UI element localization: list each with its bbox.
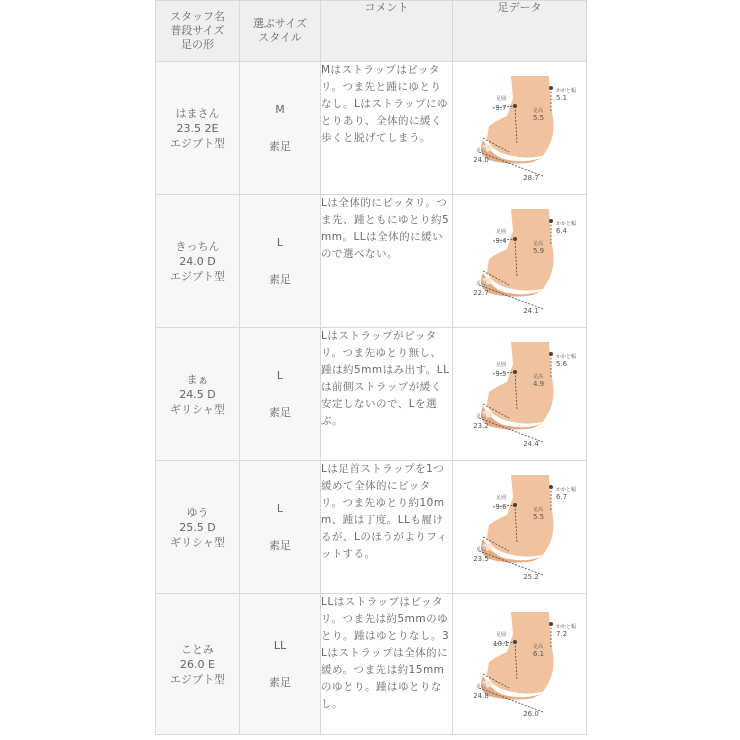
length-value: 25.2 [523, 573, 539, 581]
spacer [240, 250, 320, 272]
staff-cell [156, 328, 240, 461]
girth-value: 23.2 [473, 422, 489, 430]
size-cell [240, 461, 321, 594]
girth-label: 足周 [475, 281, 487, 287]
foot-shape: ギリシャ型 [170, 535, 225, 549]
chosen-size: L [276, 236, 284, 249]
girth-value: 24.8 [473, 692, 489, 700]
foot-diagram [453, 604, 585, 724]
usual-size: 25.5 D [179, 520, 216, 534]
girth-value: 23.5 [473, 555, 489, 563]
spacer [240, 516, 320, 538]
foot-diagram [453, 334, 585, 454]
staff-name: ことみ [181, 642, 214, 656]
foot-data-cell [453, 594, 587, 735]
heel-width-value: 6.7 [556, 493, 568, 501]
foot-data-cell [453, 195, 587, 328]
heel-width-value: 7.2 [556, 630, 568, 638]
wear-style: 素足 [269, 140, 291, 153]
header-staff-line-1: スタッフ名 [170, 10, 225, 23]
header-staff-line-3: 足の形 [181, 38, 214, 51]
size-cell [240, 195, 321, 328]
foot-diagram [453, 467, 585, 587]
instep-label: 足囲 [495, 96, 507, 102]
marker-dot [549, 219, 553, 223]
girth-label: 足周 [475, 414, 487, 420]
spacer [240, 653, 320, 675]
staff-row [156, 62, 587, 195]
foot-shape: ギリシャ型 [170, 402, 225, 416]
marker-dot [513, 640, 517, 644]
height-label: 足高 [533, 374, 544, 380]
staff-row [156, 594, 587, 735]
size-cell [240, 62, 321, 195]
usual-size: 23.5 2E [176, 121, 219, 135]
staff-cell [156, 594, 240, 735]
heel-width-value: 6.4 [556, 227, 568, 235]
header-style-line-1: 選ぶサイズ [252, 17, 308, 30]
chosen-size: LL [273, 639, 287, 652]
length-value: 26.0 [523, 710, 539, 718]
header-staff-line-2: 普段サイズ [170, 24, 225, 37]
height-value: 6.1 [533, 650, 545, 658]
staff-cell [156, 195, 240, 328]
instep-value: 10.1 [493, 640, 509, 648]
height-value: 4.9 [533, 380, 545, 388]
height-value: 5.5 [533, 513, 545, 521]
height-value: 5.5 [533, 114, 545, 122]
staff-cell [156, 62, 240, 195]
height-value: 5.9 [533, 247, 545, 255]
marker-dot [513, 104, 517, 108]
instep-value: 9.7 [495, 104, 507, 112]
length-value: 24.1 [523, 307, 539, 315]
header-style [240, 1, 321, 62]
staff-cell [156, 461, 240, 594]
length-value: 24.4 [523, 440, 539, 448]
comment-cell: Lは全体的にピッタリ。つま先、踵ともにゆとり約5mm。LLは全体的に緩いので選べない。 [321, 195, 453, 328]
header-staff [156, 1, 240, 62]
foot-data-cell [453, 328, 587, 461]
instep-value: 9.4 [495, 237, 507, 245]
girth-value: 22.7 [473, 289, 489, 297]
instep-value: 9.6 [495, 503, 507, 511]
wear-style: 素足 [269, 539, 291, 552]
instep-label: 足囲 [495, 632, 507, 638]
girth-label: 足周 [475, 547, 487, 553]
marker-dot [513, 503, 517, 507]
girth-value: 24.0 [473, 156, 489, 164]
height-label: 足高 [533, 241, 544, 247]
spacer [240, 117, 320, 139]
chosen-size: L [276, 502, 284, 515]
instep-label: 足囲 [495, 229, 507, 235]
size-cell [240, 328, 321, 461]
wear-style: 素足 [269, 676, 291, 689]
marker-dot [549, 352, 553, 356]
staff-name: まぁ [186, 372, 209, 386]
comment-cell: Lはストラップがピッタリ。つま先ゆとり無し、踵は約5mmはみ出す。LLは前側ストラップが緩く安定しないので、Lを選ぶ。 [321, 328, 453, 461]
foot-shape: エジプト型 [170, 672, 225, 686]
foot-shape: エジプト型 [170, 136, 225, 150]
comment-cell: Lは足首ストラップを1つ緩めて全体的にピッタリ。つま先ゆとり約10mm、踵は丁度。LLも履けるが、Lのほうがよりフィットする。 [321, 461, 453, 594]
staff-name: ゆう [186, 505, 209, 519]
foot-diagram [453, 201, 585, 321]
length-value: 28.7 [523, 174, 539, 182]
usual-size: 24.0 D [179, 254, 216, 268]
height-label: 足高 [533, 644, 544, 650]
heel-width-value: 5.1 [556, 94, 568, 102]
header-foot-data: 足データ [453, 1, 587, 62]
chosen-size: L [276, 369, 284, 382]
usual-size: 26.0 E [180, 657, 215, 671]
marker-dot [513, 370, 517, 374]
foot-diagram [453, 68, 585, 188]
heel-width-label: かかと幅 [556, 487, 577, 493]
comment-cell: Mはストラップはピッタリ。つま先と踵にゆとりなし。Lはストラップにゆとりあり、全体的に緩く歩くと脱げてしまう。 [321, 62, 453, 195]
size-cell [240, 594, 321, 735]
marker-dot [549, 485, 553, 489]
chosen-size: M [275, 103, 285, 116]
marker-dot [549, 622, 553, 626]
staff-row [156, 461, 587, 594]
heel-width-label: かかと幅 [556, 221, 577, 227]
marker-dot [513, 237, 517, 241]
header-comment: コメント [321, 1, 453, 62]
marker-dot [549, 86, 553, 90]
spacer [240, 383, 320, 405]
heel-width-label: かかと幅 [556, 624, 577, 630]
instep-value: 9.5 [495, 370, 507, 378]
heel-width-value: 5.6 [556, 360, 568, 368]
girth-label: 足周 [475, 148, 487, 154]
instep-label: 足囲 [495, 362, 507, 368]
usual-size: 24.5 D [179, 387, 216, 401]
staff-name: きっちん [175, 239, 220, 253]
heel-width-label: かかと幅 [556, 354, 577, 360]
foot-data-cell [453, 62, 587, 195]
instep-label: 足囲 [495, 495, 507, 501]
girth-label: 足周 [475, 684, 487, 690]
staff-row [156, 195, 587, 328]
heel-width-label: かかと幅 [556, 88, 577, 94]
size-comparison-table [155, 0, 587, 735]
staff-row [156, 328, 587, 461]
comment-cell: LLはストラップはピッタリ。つま先は約5mmのゆとり。踵はゆとりなし。3Lはストラップは全体的に緩め。つま先は約15mmのゆとり。踵はゆとりなし。 [321, 594, 453, 735]
header-style-line-2: スタイル [258, 31, 302, 44]
foot-data-cell [453, 461, 587, 594]
wear-style: 素足 [269, 406, 291, 419]
height-label: 足高 [533, 507, 544, 513]
staff-name: はまさん [175, 106, 220, 120]
table-header-row [156, 1, 587, 62]
wear-style: 素足 [269, 273, 291, 286]
height-label: 足高 [533, 108, 544, 114]
foot-shape: エジプト型 [170, 269, 225, 283]
